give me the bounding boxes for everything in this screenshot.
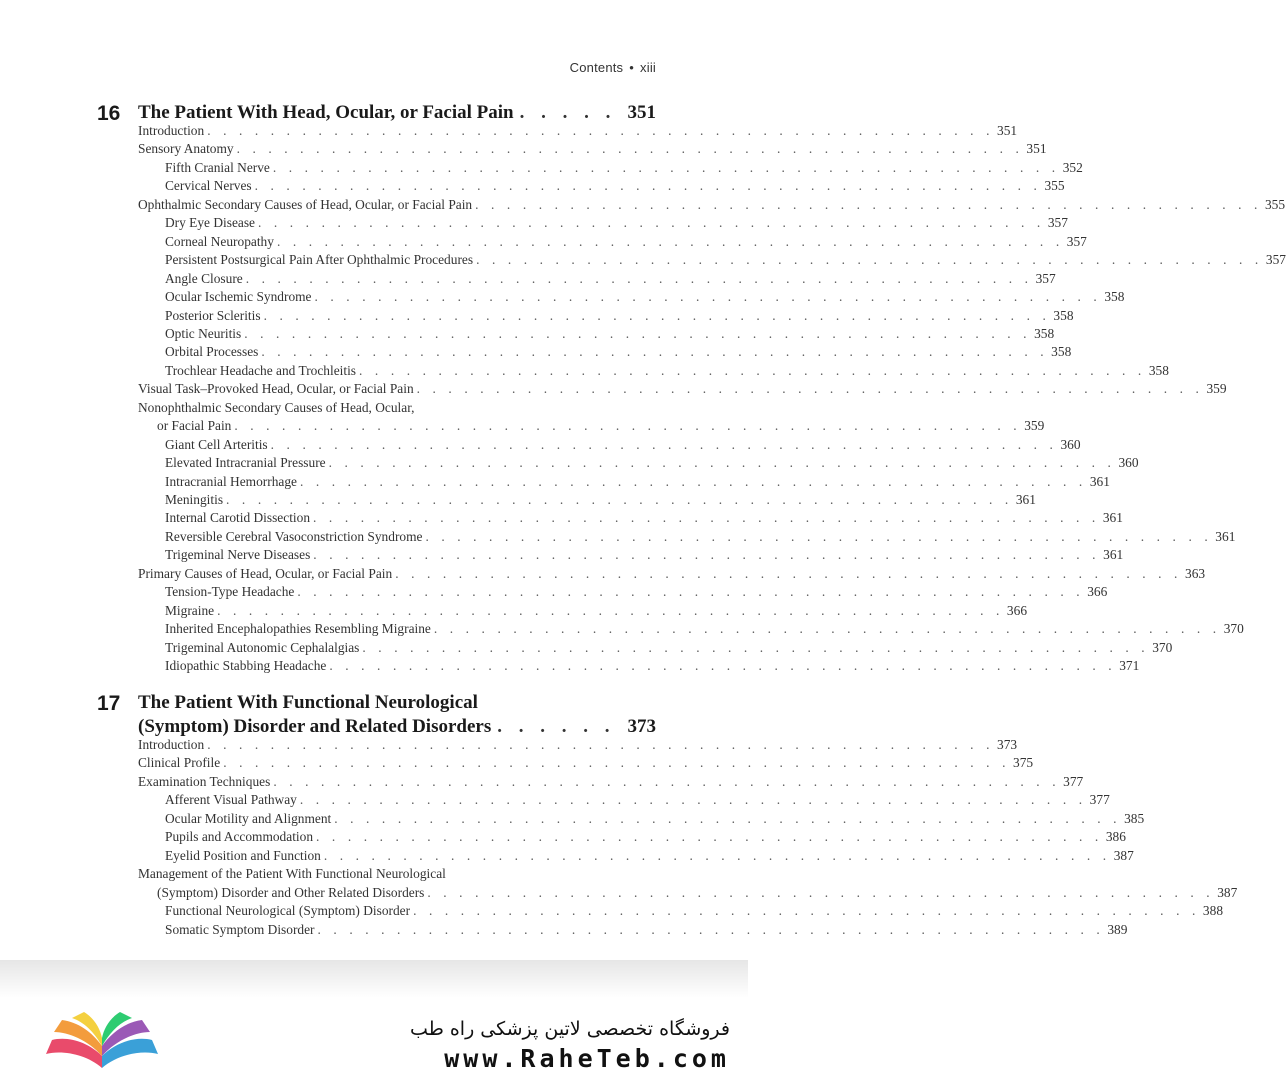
- toc-entry[interactable]: [138, 196, 1286, 216]
- entry-title: Angle Closure: [165, 270, 243, 286]
- entry-title: Elevated Intracranial Pressure: [165, 455, 326, 471]
- entry-title: Fifth Cranial Nerve: [165, 159, 270, 175]
- chapter-title-line1[interactable]: The Patient With Functional Neurological: [138, 692, 478, 713]
- entry-page: 377: [1089, 792, 1110, 808]
- entry-title: Trigeminal Autonomic Cephalalgias: [165, 639, 360, 655]
- entry-page: 371: [1119, 658, 1140, 674]
- leader-dots: . . . . . . . . . . . . . . . . . . . . . . . . . . . . . . . . . . . . . . . . . . . . . . . . . .: [263, 307, 1051, 323]
- leader-dots: . . . . . . . . . . . . . . . . . . . . . . . . . . . . . . . . . . . . . . . . . . . . . . . . . .: [425, 528, 1213, 544]
- entry-title: Ophthalmic Secondary Causes of Head, Ocular, or Facial Pain: [138, 196, 473, 212]
- leader-dots: . . . . . . . . . . . . . . . . . . . . . . . . . . . . . . . . . . . . . . . . . . . . . . . . . .: [475, 196, 1262, 212]
- footer-shade: [0, 960, 748, 998]
- leader-dots: . . . . . . . . . . . . . . . . . . . . . . . . . . . . . . . . . . . . . . . . . . . . . . . . . .: [257, 215, 1045, 231]
- entry-title: Reversible Cerebral Vasoconstriction Syndrome: [165, 528, 423, 544]
- entry-title: Ocular Motility and Alignment: [165, 810, 332, 826]
- entry-title: Primary Causes of Head, Ocular, or Facial Pain: [138, 565, 393, 581]
- entry-title: Examination Techniques: [138, 773, 271, 789]
- toc-entry[interactable]: [138, 123, 1018, 142]
- toc-entry[interactable]: [157, 418, 1045, 437]
- entry-title: Dry Eye Disease: [165, 215, 255, 231]
- entry-title: Tension-Type Headache: [165, 584, 295, 600]
- entry-title: Meningitis: [165, 492, 224, 507]
- entry-title: or Facial Pain: [157, 418, 232, 434]
- leader-dots: . . . . . . . . . . . . . . . . . . . . . . . . . . . . . . . . . . . . . . . . . . . . . . . . . .: [299, 473, 1087, 489]
- entry-page: 370: [1152, 639, 1173, 655]
- entry-page: 387: [1113, 847, 1134, 863]
- toc-entry[interactable]: [165, 903, 1224, 922]
- entry-page: 386: [1105, 829, 1126, 845]
- leader-dots: . . . . . . . . . . . . . . . . . . . . . . . . . . . . . . . . . . . . . . . . . . . . . . . . . .: [272, 159, 1060, 175]
- toc-entry[interactable]: [165, 792, 1110, 811]
- toc-entry[interactable]: [165, 252, 1286, 271]
- entry-page: 358: [1051, 344, 1072, 360]
- entry-title: Idiopathic Stabbing Headache: [165, 658, 327, 674]
- leader-dots: . . . . . . . . . . . . . . . . . . . . . . . . . . . . . . . . . . . . . . . . . . . . . . . . . .: [236, 141, 1024, 157]
- entry-title: Ocular Ischemic Syndrome: [165, 289, 312, 305]
- running-head-page: xiii: [640, 60, 656, 75]
- entry-title: Orbital Processes: [165, 344, 259, 360]
- toc-entry[interactable]: [165, 233, 1087, 253]
- entry-title: Somatic Symptom Disorder: [165, 921, 315, 937]
- entry-title: Clinical Profile: [138, 755, 221, 771]
- toc-entry[interactable]: [138, 773, 1084, 793]
- entry-page: 373: [997, 737, 1018, 752]
- leader-dots: . . . . . . . . . . . . . . . . . . . . . . . . . . . . . . . . . . . . . . . . . . . . . . . . . .: [476, 252, 1263, 268]
- entry-page: 366: [1087, 584, 1108, 600]
- leader-dots: . . . . . . . . . . . . . . . . . . . . . . . . . . . . . . . . . . . . . . . . . . . . . . . . . .: [413, 903, 1200, 919]
- toc-entry[interactable]: [165, 621, 1244, 640]
- entry-title: Visual Task–Provoked Head, Ocular, or Facial Pain: [138, 381, 414, 397]
- toc-entry[interactable]: [165, 473, 1110, 493]
- entry-page: 357: [1066, 233, 1087, 249]
- entry-page: 358: [1053, 307, 1074, 323]
- entry-page: 387: [1217, 884, 1238, 900]
- toc-entry[interactable]: [138, 141, 1047, 160]
- toc-entry[interactable]: [165, 362, 1169, 382]
- entry-page: 360: [1060, 436, 1081, 452]
- leader-dots: . . . . . . . . . . . . . . . . . . . . . . . . . . . . . . . . . . . . . . . . . . . . . . . . . .: [359, 362, 1146, 378]
- toc-entry[interactable]: [165, 584, 1108, 603]
- entry-page: 361: [1102, 510, 1123, 526]
- entry-page: 357: [1265, 252, 1286, 268]
- chapter-title[interactable]: [138, 102, 656, 124]
- shop-name: فروشگاه تخصصی لاتین پزشکی راه طب: [410, 1018, 730, 1040]
- chapter-page: 373: [627, 716, 656, 737]
- leader-dots: . . . . . . . . . . . . . . . . . . . . . . . . . . . . . . . . . . . . . . . . . . . . . . . . . .: [270, 436, 1058, 452]
- leader-dots: . . . . . . . . . . . . . . . . . . . . . . . . . . . . . . . . . . . . . . . . . . . . . . . . . .: [416, 381, 1204, 397]
- leader-dots: . . . . . . . . . . . . . . . . . . . . . . . . . . . . . . . . . . . . . . . . . . . . . . . . . .: [427, 884, 1215, 900]
- toc-entry[interactable]: [165, 455, 1139, 474]
- entry-title: Giant Cell Arteritis: [165, 436, 268, 452]
- toc-entry[interactable]: [157, 884, 1238, 904]
- entry-page: 366: [1006, 602, 1028, 618]
- entry-title: Introduction: [138, 737, 205, 752]
- toc-entry[interactable]: Nonophthalmic Secondary Causes of Head, Ocular,: [138, 399, 415, 415]
- entry-page: 358: [1034, 325, 1055, 341]
- entry-title: Persistent Postsurgical Pain After Ophthalmic Procedures: [165, 252, 474, 268]
- leader-dots: . . . . . . . . . . . . . . . . . . . . . . . . . . . . . . . . . . . . . . . . . . . . . . . . . .: [334, 810, 1122, 826]
- entry-page: 389: [1107, 921, 1128, 937]
- entry-page: 375: [1013, 755, 1034, 771]
- leader-dots: . . . . . . . . . . . . . . . . . . . . . . . . . . . . . . . . . . . . . . . . . . . . . . . . . .: [207, 737, 995, 752]
- toc-entry[interactable]: [165, 159, 1083, 179]
- leader-dots: . . . . . . . . . . . . . . . . . . . . . . . . . . . . . . . . . . . . . . . . . . . . . . . . . .: [329, 658, 1117, 674]
- toc-entry[interactable]: [165, 847, 1134, 867]
- toc-entry[interactable]: [165, 344, 1072, 363]
- toc-entry[interactable]: [165, 921, 1128, 941]
- toc-entry[interactable]: [138, 737, 1018, 756]
- leader-dots: . . . . . . . . . . . . . . . . . . . . . . . . . . . . . . . . . . . . . . . . . . . . . . . . . .: [276, 233, 1064, 249]
- running-head: [570, 60, 656, 75]
- entry-page: 361: [1103, 547, 1124, 563]
- leader-dots: . . . . . . . . . . . . . . . . . . . . . . . . . . . . . . . . . . . . . . . . . . . . . . . . . .: [395, 565, 1183, 581]
- chapter-page: 351: [627, 102, 656, 123]
- toc-entry[interactable]: [138, 565, 1206, 585]
- entry-title: Sensory Anatomy: [138, 141, 234, 157]
- leader-dots: . . . . . .: [497, 716, 616, 737]
- entry-title: Eyelid Position and Function: [165, 847, 321, 863]
- entry-page: 351: [1026, 141, 1047, 157]
- leader-dots: . . . . . . . . . . . . . . . . . . . . . . . . . . . . . . . . . . . . . . . . . . . . . . . . . .: [245, 270, 1033, 286]
- shop-url[interactable]: www.RaheTeb.com: [444, 1044, 730, 1073]
- entry-page: 361: [1089, 473, 1110, 489]
- leader-dots: . . . . . . . . . . . . . . . . . . . . . . . . . . . . . . . . . . . . . . . . . . . . . . . . . .: [313, 510, 1100, 526]
- leader-dots: . . . . . . . . . . . . . . . . . . . . . . . . . . . . . . . . . . . . . . . . . . . . . . . . . .: [328, 455, 1116, 471]
- entry-title: Introduction: [138, 123, 205, 138]
- entry-page: 385: [1124, 810, 1145, 826]
- entry-title: Cervical Nerves: [165, 178, 252, 194]
- toc-entry[interactable]: [138, 381, 1227, 400]
- chapter-title[interactable]: [138, 716, 656, 738]
- leader-dots: . . . . . . . . . . . . . . . . . . . . . . . . . . . . . . . . . . . . . . . . . . . . . . . . . .: [314, 289, 1102, 305]
- open-book-icon: [42, 1010, 162, 1072]
- leader-dots: . . . . . . . . . . . . . . . . . . . . . . . . . . . . . . . . . . . . . . . . . . . . . . . . . .: [226, 492, 1013, 507]
- entry-page: 357: [1035, 270, 1056, 286]
- entry-page: 360: [1118, 455, 1139, 471]
- toc-entry[interactable]: [165, 528, 1236, 548]
- toc-entry[interactable]: [165, 639, 1173, 659]
- toc-entry[interactable]: [165, 325, 1055, 345]
- entry-title: Afferent Visual Pathway: [165, 792, 297, 808]
- entry-title: Posterior Scleritis: [165, 307, 261, 323]
- entry-title: Corneal Neuropathy: [165, 233, 274, 249]
- leader-dots: . . . . . . . . . . . . . . . . . . . . . . . . . . . . . . . . . . . . . . . . . . . . . . . . . .: [297, 584, 1085, 600]
- entry-title: Trigeminal Nerve Diseases: [165, 547, 311, 563]
- chapter-title-text: (Symptom) Disorder and Related Disorders: [138, 716, 492, 737]
- toc-entry[interactable]: Management of the Patient With Functional Neurological: [138, 866, 446, 882]
- entry-page: 352: [1062, 159, 1083, 175]
- running-head-label: Contents: [569, 60, 624, 75]
- toc-entry[interactable]: [165, 829, 1126, 848]
- leader-dots: . . . . . . . . . . . . . . . . . . . . . . . . . . . . . . . . . . . . . . . . . . . . . . . . . .: [254, 178, 1042, 194]
- entry-page: 358: [1148, 362, 1169, 378]
- entry-page: 355: [1044, 178, 1065, 194]
- leader-dots: . . . . . . . . . . . . . . . . . . . . . . . . . . . . . . . . . . . . . . . . . . . . . . . . . .: [234, 418, 1022, 434]
- toc-entry[interactable]: [165, 289, 1125, 308]
- toc-entry[interactable]: [165, 658, 1140, 677]
- entry-title: Pupils and Accommodation: [165, 829, 314, 845]
- toc-entry[interactable]: [165, 178, 1065, 197]
- leader-dots: . . . . . . . . . . . . . . . . . . . . . . . . . . . . . . . . . . . . . . . . . . . . . . . . . .: [433, 621, 1221, 637]
- entry-title: Internal Carotid Dissection: [165, 510, 311, 526]
- leader-dots: . . . . . . . . . . . . . . . . . . . . . . . . . . . . . . . . . . . . . . . . . . . . . . . . . .: [316, 829, 1103, 845]
- entry-page: 359: [1206, 381, 1227, 397]
- entry-page: 361: [1015, 492, 1036, 507]
- entry-page: 355: [1264, 196, 1286, 212]
- leader-dots: . . . . . . . . . . . . . . . . . . . . . . . . . . . . . . . . . . . . . . . . . . . . . . . . . .: [317, 921, 1105, 937]
- entry-page: 361: [1215, 528, 1236, 544]
- chapter-title-text: The Patient With Head, Ocular, or Facial Pain: [138, 102, 514, 123]
- toc-entry[interactable]: [165, 436, 1081, 456]
- toc-entry[interactable]: [165, 307, 1074, 327]
- leader-dots: . . . . . . . . . . . . . . . . . . . . . . . . . . . . . . . . . . . . . . . . . . . . . . . . . .: [273, 773, 1061, 789]
- entry-title: Trochlear Headache and Trochleitis: [165, 362, 357, 378]
- entry-page: 351: [997, 123, 1018, 138]
- entry-page: 388: [1202, 903, 1224, 919]
- entry-page: 363: [1185, 565, 1206, 581]
- leader-dots: . . . . . . . . . . . . . . . . . . . . . . . . . . . . . . . . . . . . . . . . . . . . . . . . . .: [362, 639, 1150, 655]
- leader-dots: . . . . .: [519, 102, 617, 123]
- leader-dots: . . . . . . . . . . . . . . . . . . . . . . . . . . . . . . . . . . . . . . . . . . . . . . . . . .: [223, 755, 1011, 771]
- entry-title: Migraine: [165, 602, 215, 618]
- entry-title: Inherited Encephalopathies Resembling Migraine: [165, 621, 431, 637]
- toc-entry[interactable]: [165, 510, 1123, 529]
- entry-page: 359: [1024, 418, 1045, 434]
- running-head-separator: •: [629, 60, 635, 75]
- entry-page: 377: [1063, 773, 1084, 789]
- chapter-number: 16: [97, 102, 121, 125]
- toc-entry[interactable]: [138, 755, 1034, 774]
- entry-title: Intracranial Hemorrhage: [165, 473, 297, 489]
- leader-dots: . . . . . . . . . . . . . . . . . . . . . . . . . . . . . . . . . . . . . . . . . . . . . . . . . .: [261, 344, 1049, 360]
- toc-entry[interactable]: [165, 215, 1068, 234]
- entry-title: Optic Neuritis: [165, 325, 242, 341]
- toc-entry[interactable]: [165, 547, 1124, 566]
- toc-entry[interactable]: [165, 492, 1036, 511]
- leader-dots: . . . . . . . . . . . . . . . . . . . . . . . . . . . . . . . . . . . . . . . . . . . . . . . . . .: [217, 602, 1004, 618]
- entry-title: (Symptom) Disorder and Other Related Disorders: [157, 884, 425, 900]
- leader-dots: . . . . . . . . . . . . . . . . . . . . . . . . . . . . . . . . . . . . . . . . . . . . . . . . . .: [207, 123, 995, 138]
- entry-page: 370: [1223, 621, 1244, 637]
- toc-entry[interactable]: [165, 602, 1028, 622]
- leader-dots: . . . . . . . . . . . . . . . . . . . . . . . . . . . . . . . . . . . . . . . . . . . . . . . . . .: [299, 792, 1087, 808]
- toc-entry[interactable]: [165, 810, 1145, 830]
- chapter-number: 17: [97, 692, 121, 715]
- leader-dots: . . . . . . . . . . . . . . . . . . . . . . . . . . . . . . . . . . . . . . . . . . . . . . . . . .: [313, 547, 1101, 563]
- toc-entry[interactable]: [165, 270, 1056, 290]
- entry-page: 358: [1104, 289, 1125, 305]
- entry-title: Functional Neurological (Symptom) Disorder: [165, 903, 411, 919]
- entry-page: 357: [1047, 215, 1068, 231]
- leader-dots: . . . . . . . . . . . . . . . . . . . . . . . . . . . . . . . . . . . . . . . . . . . . . . . . . .: [323, 847, 1111, 863]
- leader-dots: . . . . . . . . . . . . . . . . . . . . . . . . . . . . . . . . . . . . . . . . . . . . . . . . . .: [244, 325, 1032, 341]
